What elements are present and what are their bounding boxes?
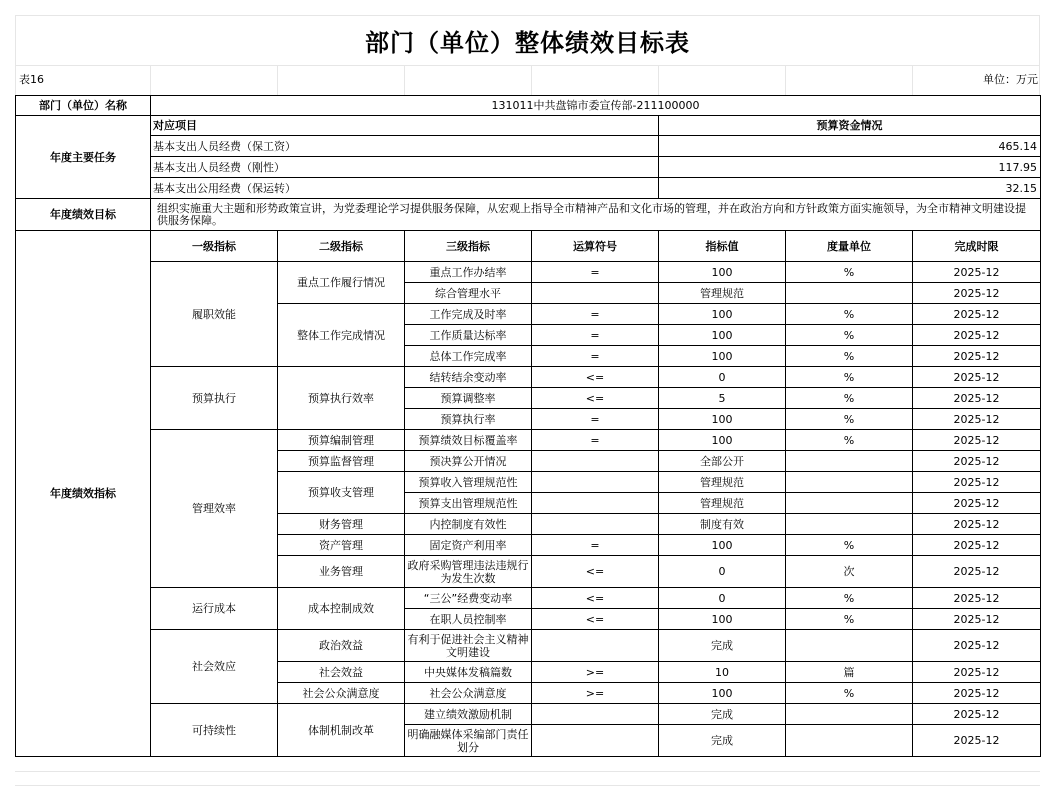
indicator-row [16, 630, 1041, 662]
level2-cell: 整体工作完成情况 [278, 304, 405, 367]
grid-line [15, 785, 1040, 786]
unit-cell [786, 630, 913, 662]
level3-cell: 在职人员控制率 [405, 609, 532, 630]
value-cell: 100 [659, 262, 786, 283]
operator-cell: <= [532, 556, 659, 588]
unit-cell: % [786, 535, 913, 556]
goal-row [16, 199, 1041, 231]
operator-cell [532, 472, 659, 493]
task-item-header: 对应项目 [151, 116, 659, 136]
grid-line [785, 65, 786, 95]
header-level2: 二级指标 [278, 231, 405, 262]
grid-line [15, 65, 1040, 66]
level2-cell: 成本控制成效 [278, 588, 405, 630]
task-item: 基本支出公用经费（保运转） [151, 178, 659, 199]
value-cell: 100 [659, 535, 786, 556]
unit-cell: % [786, 409, 913, 430]
task-amount: 32.15 [659, 178, 1041, 199]
value-cell: 100 [659, 609, 786, 630]
dept-row [16, 96, 1041, 116]
value-cell: 完成 [659, 630, 786, 662]
level2-cell: 社会公众满意度 [278, 683, 405, 704]
value-cell: 5 [659, 388, 786, 409]
level2-cell: 体制机制改革 [278, 704, 405, 757]
level3-cell: 预算收入管理规范性 [405, 472, 532, 493]
operator-cell [532, 493, 659, 514]
task-amount: 465.14 [659, 136, 1041, 157]
deadline-cell: 2025-12 [913, 451, 1041, 472]
operator-cell: <= [532, 609, 659, 630]
unit-cell: % [786, 683, 913, 704]
deadline-cell: 2025-12 [913, 388, 1041, 409]
deadline-cell: 2025-12 [913, 556, 1041, 588]
value-cell: 100 [659, 430, 786, 451]
level2-cell: 预算监督管理 [278, 451, 405, 472]
value-cell: 0 [659, 588, 786, 609]
level1-cell: 预算执行 [151, 367, 278, 430]
dept-label: 部门（单位）名称 [16, 96, 151, 116]
header-level3: 三级指标 [405, 231, 532, 262]
task-amount: 117.95 [659, 157, 1041, 178]
unit-cell [786, 725, 913, 757]
operator-cell [532, 451, 659, 472]
header-unit: 度量单位 [786, 231, 913, 262]
header-level1: 一级指标 [151, 231, 278, 262]
value-cell: 0 [659, 367, 786, 388]
value-cell: 10 [659, 662, 786, 683]
task-label: 年度主要任务 [16, 116, 151, 199]
operator-cell [532, 630, 659, 662]
deadline-cell: 2025-12 [913, 725, 1041, 757]
level2-cell: 财务管理 [278, 514, 405, 535]
operator-cell: = [532, 409, 659, 430]
deadline-cell: 2025-12 [913, 283, 1041, 304]
value-cell: 100 [659, 325, 786, 346]
unit-cell: % [786, 304, 913, 325]
grid-line [150, 65, 151, 95]
grid-line [531, 65, 532, 95]
value-cell: 100 [659, 409, 786, 430]
indicator-row [16, 430, 1041, 451]
level3-cell: 工作质量达标率 [405, 325, 532, 346]
task-row [16, 136, 1041, 157]
value-cell: 完成 [659, 704, 786, 725]
operator-cell: <= [532, 588, 659, 609]
level1-cell: 社会效应 [151, 630, 278, 704]
level3-cell: 内控制度有效性 [405, 514, 532, 535]
value-cell: 0 [659, 556, 786, 588]
indicator-row [16, 588, 1041, 609]
operator-cell: = [532, 535, 659, 556]
level3-cell: 重点工作办结率 [405, 262, 532, 283]
level1-cell: 可持续性 [151, 704, 278, 757]
operator-cell: <= [532, 388, 659, 409]
unit-cell [786, 704, 913, 725]
value-cell: 全部公开 [659, 451, 786, 472]
level3-cell: 综合管理水平 [405, 283, 532, 304]
grid-line [404, 65, 405, 95]
grid-line [277, 65, 278, 95]
level1-cell: 履职效能 [151, 262, 278, 367]
level3-cell: 社会公众满意度 [405, 683, 532, 704]
value-cell: 完成 [659, 725, 786, 757]
operator-cell [532, 725, 659, 757]
operator-cell: = [532, 304, 659, 325]
level3-cell: 工作完成及时率 [405, 304, 532, 325]
deadline-cell: 2025-12 [913, 588, 1041, 609]
deadline-cell: 2025-12 [913, 683, 1041, 704]
value-cell: 100 [659, 683, 786, 704]
header-value: 指标值 [659, 231, 786, 262]
header-deadline: 完成时限 [913, 231, 1041, 262]
value-cell: 制度有效 [659, 514, 786, 535]
level2-cell: 政治效益 [278, 630, 405, 662]
unit-cell [786, 514, 913, 535]
unit-cell: % [786, 430, 913, 451]
operator-cell: >= [532, 683, 659, 704]
value-cell: 100 [659, 304, 786, 325]
operator-cell: = [532, 346, 659, 367]
unit-cell: % [786, 325, 913, 346]
operator-cell [532, 704, 659, 725]
level3-cell: 预算执行率 [405, 409, 532, 430]
deadline-cell: 2025-12 [913, 535, 1041, 556]
indicator-row [16, 367, 1041, 388]
dept-name: 131011中共盘锦市委宣传部-211100000 [151, 96, 1041, 116]
level3-cell: 政府采购管理违法违规行为发生次数 [405, 556, 532, 588]
level3-cell: 固定资产利用率 [405, 535, 532, 556]
level3-cell: 预算支出管理规范性 [405, 493, 532, 514]
level3-cell: 预算绩效目标覆盖率 [405, 430, 532, 451]
unit-cell: % [786, 588, 913, 609]
deadline-cell: 2025-12 [913, 493, 1041, 514]
level2-cell: 重点工作履行情况 [278, 262, 405, 304]
grid-line [912, 65, 913, 95]
indicator-header-row [16, 231, 1041, 262]
operator-cell: >= [532, 662, 659, 683]
level3-cell: 预决算公开情况 [405, 451, 532, 472]
level3-cell: 预算调整率 [405, 388, 532, 409]
deadline-cell: 2025-12 [913, 472, 1041, 493]
indicator-label: 年度绩效指标 [16, 231, 151, 757]
unit-cell [786, 472, 913, 493]
unit-cell [786, 451, 913, 472]
deadline-cell: 2025-12 [913, 409, 1041, 430]
deadline-cell: 2025-12 [913, 514, 1041, 535]
level2-cell: 预算编制管理 [278, 430, 405, 451]
level3-cell: 中央媒体发稿篇数 [405, 662, 532, 683]
value-cell: 管理规范 [659, 472, 786, 493]
operator-cell [532, 514, 659, 535]
unit-cell [786, 283, 913, 304]
task-header-row [16, 116, 1041, 136]
task-budget-header: 预算资金情况 [659, 116, 1041, 136]
deadline-cell: 2025-12 [913, 609, 1041, 630]
value-cell: 管理规范 [659, 283, 786, 304]
goal-label: 年度绩效目标 [16, 199, 151, 231]
deadline-cell: 2025-12 [913, 630, 1041, 662]
level3-cell: “三公”经费变动率 [405, 588, 532, 609]
unit-cell: % [786, 346, 913, 367]
deadline-cell: 2025-12 [913, 704, 1041, 725]
indicator-row [16, 704, 1041, 725]
task-item: 基本支出人员经费（刚性） [151, 157, 659, 178]
task-item: 基本支出人员经费（保工资） [151, 136, 659, 157]
performance-table [15, 95, 1041, 757]
goal-text: 组织实施重大主题和形势政策宣讲，为党委理论学习提供服务保障，从宏观上指导全市精神产品和文化市场的管理，并在政治方向和方针政策方面实施领导，为全市精神文明建设提供服务保障。 [151, 199, 1041, 231]
level1-cell: 运行成本 [151, 588, 278, 630]
table-number: 表16 [19, 73, 44, 86]
level2-cell: 预算执行效率 [278, 367, 405, 430]
level3-cell: 结转结余变动率 [405, 367, 532, 388]
level3-cell: 建立绩效激励机制 [405, 704, 532, 725]
deadline-cell: 2025-12 [913, 304, 1041, 325]
indicator-row [16, 262, 1041, 283]
unit-cell: 次 [786, 556, 913, 588]
level3-cell: 总体工作完成率 [405, 346, 532, 367]
unit-cell [786, 493, 913, 514]
unit-cell: 篇 [786, 662, 913, 683]
deadline-cell: 2025-12 [913, 430, 1041, 451]
deadline-cell: 2025-12 [913, 262, 1041, 283]
unit-cell: % [786, 367, 913, 388]
unit-label: 单位：万元 [983, 73, 1038, 86]
deadline-cell: 2025-12 [913, 367, 1041, 388]
header-operator: 运算符号 [532, 231, 659, 262]
grid-line [15, 771, 1040, 772]
operator-cell: = [532, 262, 659, 283]
level3-cell: 明确融媒体采编部门责任划分 [405, 725, 532, 757]
operator-cell: <= [532, 367, 659, 388]
unit-cell: % [786, 262, 913, 283]
deadline-cell: 2025-12 [913, 325, 1041, 346]
operator-cell: = [532, 325, 659, 346]
operator-cell [532, 283, 659, 304]
deadline-cell: 2025-12 [913, 662, 1041, 683]
grid-line [658, 65, 659, 95]
operator-cell: = [532, 430, 659, 451]
task-row [16, 157, 1041, 178]
level2-cell: 资产管理 [278, 535, 405, 556]
level2-cell: 社会效益 [278, 662, 405, 683]
level2-cell: 预算收支管理 [278, 472, 405, 514]
value-cell: 管理规范 [659, 493, 786, 514]
deadline-cell: 2025-12 [913, 346, 1041, 367]
unit-cell: % [786, 388, 913, 409]
task-row [16, 178, 1041, 199]
level2-cell: 业务管理 [278, 556, 405, 588]
value-cell: 100 [659, 346, 786, 367]
unit-cell: % [786, 609, 913, 630]
level3-cell: 有利于促进社会主义精神文明建设 [405, 630, 532, 662]
page-title: 部门（单位）整体绩效目标表 [365, 27, 690, 57]
level1-cell: 管理效率 [151, 430, 278, 588]
